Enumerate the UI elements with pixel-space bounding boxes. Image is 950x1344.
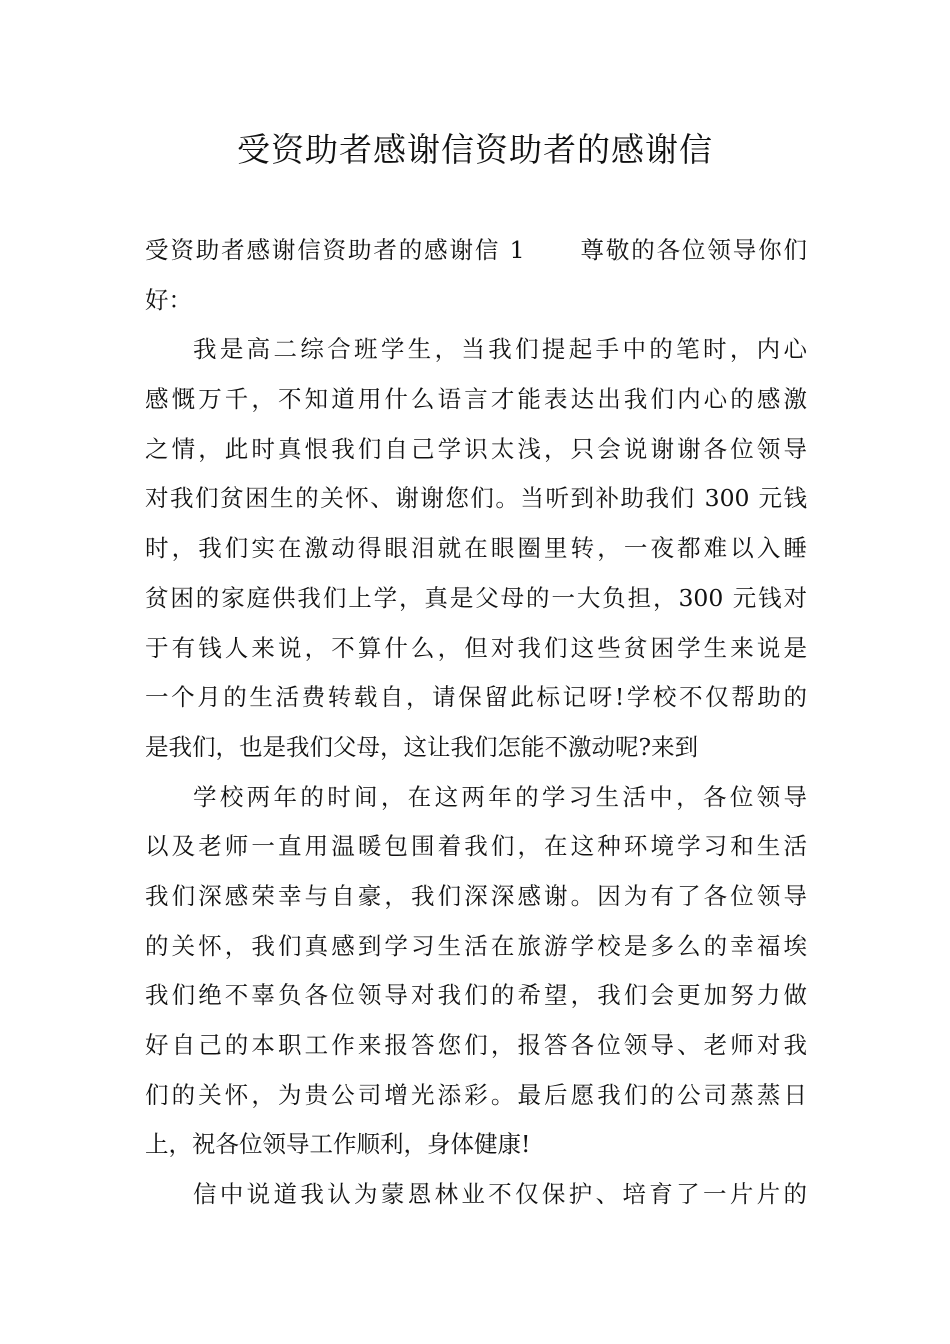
letter-heading: 受资助者感谢信资助者的感谢信 1 bbox=[145, 236, 525, 264]
paragraph-1-line: 之情，此时真恨我们自己学识太浅，只会说谢谢各位领导 bbox=[145, 434, 807, 463]
paragraph-1-line: 贫困的家庭供我们上学，真是父母的一大负担，300 元钱对 bbox=[145, 583, 807, 612]
paragraph-2-line: 们的关怀，为贵公司增光添彩。最后愿我们的公司蒸蒸日 bbox=[145, 1080, 807, 1109]
paragraph-1-line: 对我们贫困生的关怀、谢谢您们。当听到补助我们 300 元钱 bbox=[145, 484, 807, 513]
paragraph-2-line: 以及老师一直用温暖包围着我们，在这种环境学习和生活 bbox=[145, 832, 807, 861]
paragraph-1-line: 感慨万千，不知道用什么语言才能表达出我们内心的感激 bbox=[145, 385, 807, 414]
salutation: 尊敬的各位领导你们 bbox=[578, 236, 808, 264]
paragraph-1-line: 于有钱人来说，不算什么，但对我们这些贫困学生来说是 bbox=[145, 633, 807, 662]
letter-body bbox=[145, 226, 807, 1220]
paragraph-2-line: 好自己的本职工作来报答您们，报答各位领导、老师对我 bbox=[145, 1031, 807, 1059]
paragraph-2-line: 我们深感荣幸与自豪，我们深深感谢。因为有了各位领导 bbox=[145, 881, 807, 910]
paragraph-2-line: 我们绝不辜负各位领导对我们的希望，我们会更加努力做 bbox=[145, 981, 807, 1010]
page-title: 受资助者感谢信资助者的感谢信 bbox=[237, 130, 713, 169]
paragraph-1-line: 时，我们实在激动得眼泪就在眼圈里转，一夜都难以入睡 bbox=[145, 534, 807, 563]
paragraph-2-line: 上，祝各位领导工作顺利，身体健康! bbox=[145, 1130, 531, 1159]
paragraph-2-line: 学校两年的时间，在这两年的学习生活中，各位领导 bbox=[193, 782, 807, 811]
opening-line bbox=[145, 226, 807, 276]
paragraph-3-line: 信中说道我认为蒙恩林业不仅保护、培育了一片片的 bbox=[193, 1180, 807, 1209]
salutation-continuation: 好： bbox=[145, 285, 192, 314]
paragraph-1-line: 是我们，也是我们父母，这让我们怎能不激动呢?来到 bbox=[145, 732, 699, 761]
paragraph-1-line: 我是高二综合班学生，当我们提起手中的笔时，内心 bbox=[193, 335, 807, 364]
paragraph-2-line: 的关怀，我们真感到学习生活在旅游学校是多么的幸福埃 bbox=[145, 931, 807, 960]
paragraph-1-line: 一个月的生活费转载自，请保留此标记呀!学校不仅帮助的 bbox=[145, 683, 807, 712]
